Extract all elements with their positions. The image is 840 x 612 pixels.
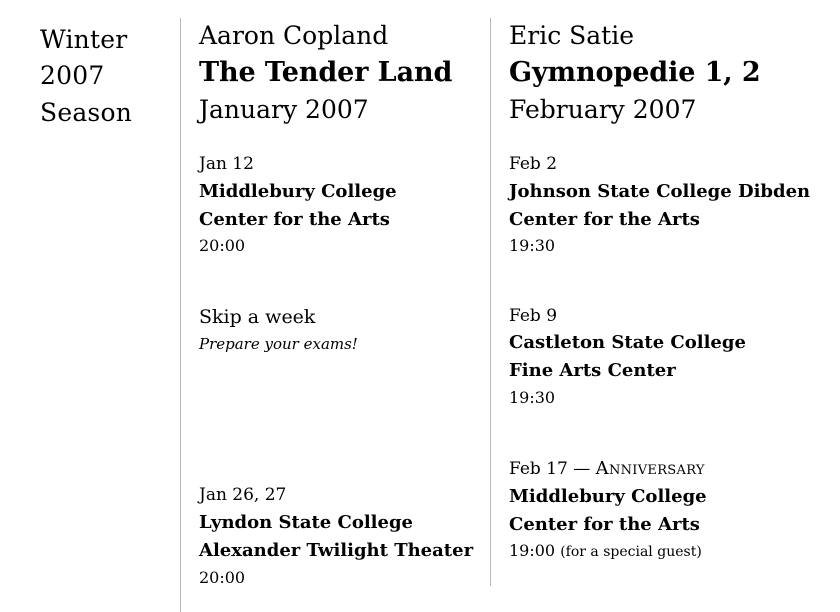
event-time: 20:00 (199, 236, 246, 256)
event-venue: Lyndon State College (199, 511, 414, 533)
program-header (509, 18, 830, 129)
program-month: February 2007 (509, 94, 697, 124)
work-title: Gymnopedie 1, 2 (509, 56, 761, 88)
event-list (199, 151, 490, 590)
event-hall: Center for the Arts (509, 513, 700, 535)
event-hall: Center for the Arts (199, 208, 390, 230)
event-item (509, 303, 830, 411)
event-spacer (509, 281, 830, 303)
event-item (199, 151, 490, 259)
season-line-3: Season (40, 97, 133, 127)
event-hall: Center for the Arts (509, 208, 700, 230)
composer-name: Aaron Copland (199, 21, 389, 50)
schedule-grid (0, 18, 840, 612)
program-column-january (180, 18, 490, 612)
event-time: 19:30 (509, 236, 556, 256)
event-date-anniversary: Anniversary (595, 457, 705, 479)
event-venue: Castleton State College (509, 332, 746, 354)
event-item (509, 455, 830, 564)
season-line-2: 2007 (40, 61, 105, 91)
event-item (509, 151, 830, 259)
work-title: The Tender Land (199, 56, 453, 88)
skip-subtitle: Prepare your exams! (199, 335, 358, 354)
event-spacer (509, 433, 830, 455)
event-time-note: (for a special guest) (560, 544, 702, 561)
event-item-skip (199, 303, 490, 356)
event-date (509, 455, 830, 483)
event-time (509, 538, 830, 564)
event-venue: Johnson State College Dibden (509, 180, 811, 202)
program-month: January 2007 (199, 94, 369, 124)
program-header (199, 18, 490, 129)
event-item (199, 482, 490, 590)
event-venue: Middlebury College (509, 485, 707, 507)
event-date: Feb 2 (509, 154, 558, 175)
event-date: Feb 9 (509, 306, 558, 327)
event-hall: Fine Arts Center (509, 360, 676, 382)
event-time: 20:00 (199, 567, 246, 587)
program-column-february (490, 18, 830, 586)
event-spacer (199, 281, 490, 303)
event-time: 19:30 (509, 388, 556, 408)
event-time-text: 19:00 (509, 541, 556, 561)
event-date-text: Feb 17 — (509, 458, 596, 479)
event-hall: Alexander Twilight Theater (199, 539, 474, 561)
event-spacer-large (199, 378, 490, 482)
event-date: Jan 26, 27 (199, 485, 287, 506)
skip-title: Skip a week (199, 306, 316, 329)
event-venue: Middlebury College (199, 180, 397, 202)
season-column (40, 18, 180, 131)
composer-name: Eric Satie (509, 21, 635, 50)
event-date: Jan 12 (199, 154, 254, 175)
event-list (509, 151, 830, 564)
season-line-1: Winter (40, 25, 128, 54)
